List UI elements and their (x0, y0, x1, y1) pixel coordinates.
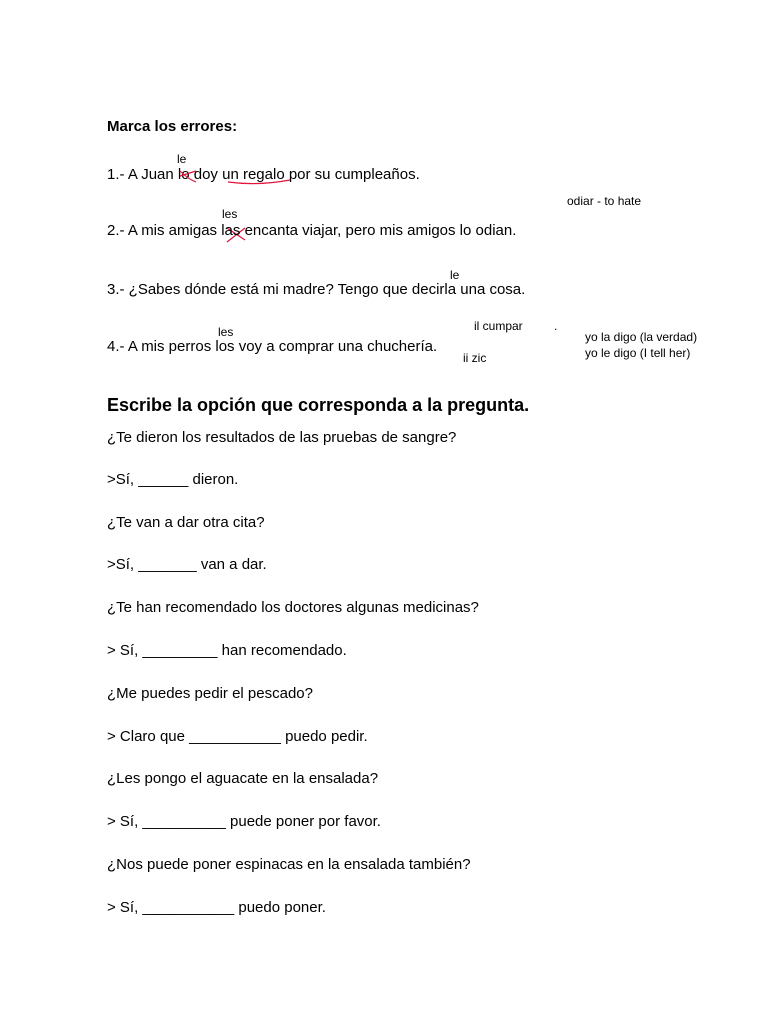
note-il-cumpar: il cumpar (474, 319, 523, 333)
sentence-1-underlined: un regalo (222, 166, 285, 183)
sentence-2-crossed-word: las (221, 222, 241, 239)
note-odiar: odiar - to hate (567, 194, 642, 208)
answer-5: > Sí, __________ puede poner por favor. (107, 813, 381, 830)
correction-le-3: le (450, 268, 460, 282)
part1-title: Marca los errores: (107, 118, 238, 135)
question-6: ¿Nos puede poner espinacas en la ensalada también? (107, 856, 471, 873)
answer-4: > Claro que ___________ puedo pedir. (107, 728, 368, 745)
sentence-2-pre: 2.- A mis amigas (107, 222, 222, 239)
sentence-1-mid: doy (189, 166, 223, 183)
part2-title: Escribe la opción que corresponda a la pregunta. (107, 395, 530, 415)
note-dot: . (554, 319, 558, 333)
question-1: ¿Te dieron los resultados de las pruebas de sangre? (107, 429, 457, 446)
question-5: ¿Les pongo el aguacate en la ensalada? (107, 770, 379, 787)
sentence-4: 4.- A mis perros los voy a comprar una chuchería. (107, 338, 438, 355)
sentence-1-pre: 1.- A Juan (107, 166, 178, 183)
answer-2: >Sí, _______ van a dar. (107, 556, 267, 573)
sentence-1 (107, 166, 420, 183)
note-yo-le: yo le digo (I tell her) (585, 346, 691, 360)
sentence-1-post: por su cumpleaños. (284, 166, 420, 183)
sentence-2 (107, 222, 516, 239)
question-2: ¿Te van a dar otra cita? (107, 514, 265, 531)
question-3: ¿Te han recomendado los doctores algunas medicinas? (107, 599, 479, 616)
answer-1: >Sí, ______ dieron. (107, 471, 239, 488)
correction-les-4: les (218, 325, 234, 339)
question-4: ¿Me puedes pedir el pescado? (107, 685, 313, 702)
sentence-3: 3.- ¿Sabes dónde está mi madre? Tengo que decirla una cosa. (107, 281, 526, 298)
correction-les-2: les (222, 207, 238, 221)
answer-3: > Sí, _________ han recomendado. (107, 642, 347, 659)
note-ii-zic: ii zic (463, 351, 487, 365)
answer-6: > Sí, ___________ puedo poner. (107, 899, 326, 916)
sentence-2-post: encanta viajar, pero mis amigos lo odian. (240, 222, 517, 239)
sentence-1-crossed-word: lo (177, 166, 190, 183)
correction-le-1: le (177, 152, 187, 166)
note-yo-la: yo la digo (la verdad) (585, 330, 698, 344)
